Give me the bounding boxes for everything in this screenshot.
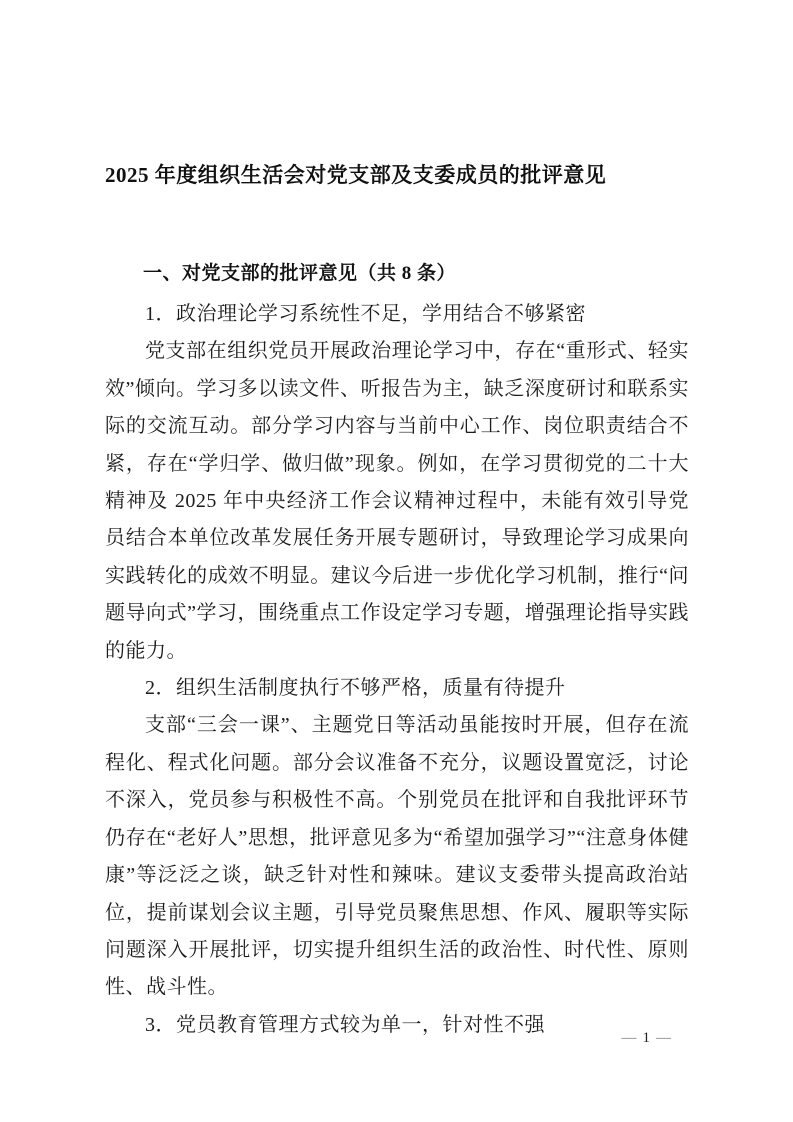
item-1-heading: 1．政治理论学习系统性不足，学用结合不够紧密 bbox=[145, 303, 586, 325]
section-heading: 一、对党支部的批评意见（共 8 条） bbox=[143, 263, 457, 284]
page-number: 1 bbox=[642, 1030, 650, 1046]
item-2-body: 支部“三会一课”、主题党日等活动虽能按时开展，但存在流程化、程式化问题。部分会议准备不充分，议题设置宽泛，讨论不深入，党员参与积极性不高。个别党员在批评和自我批评环节仍存在“老好人”思想，批评意见多为“希望加强学习”“注意身体健康”等泛泛之谈，缺乏针对性和辣味。建议支委带头提高政治站位，提前谋划会议主题，引导党员聚焦思想、作风、履职等实际问题深入开展批评，切实提升组织生活的政治性、时代性、原则性、战斗性。 bbox=[105, 714, 689, 999]
item-3-heading: 3．党员教育管理方式较为单一，针对性不强 bbox=[145, 1013, 545, 1036]
footer-dash-right: — bbox=[656, 1030, 671, 1046]
document-title: 2025 年度组织生活会对党支部及支委成员的批评意见 bbox=[105, 163, 607, 187]
page-footer bbox=[616, 1028, 678, 1048]
document-content bbox=[105, 0, 689, 1044]
footer-dash-left: — bbox=[621, 1030, 637, 1046]
item-2-heading: 2．组织生活制度执行不够严格，质量有待提升 bbox=[145, 677, 566, 700]
item-1-body: 党支部在组织党员开展政治理论学习中，存在“重形式、轻实效”倾向。学习多以读文件、听报告为主，缺乏深度研讨和联系实际的交流互动。部分学习内容与当前中心工作、岗位职责结合不紧，存在“学归学、做归做”现象。例如，在学习贯彻党的二十大精神及 2025 年中央经济工作会议精神过程中，未能有效引导党员结合本单位改革发展任务开展专题研讨，导致理论学习成果向实践转化的成效不明显。建议今后进一步优化学习机制，推行“问题导向式”学习，围绕重点工作设定学习专题，增强理论指导实践的能力。 bbox=[105, 340, 689, 662]
